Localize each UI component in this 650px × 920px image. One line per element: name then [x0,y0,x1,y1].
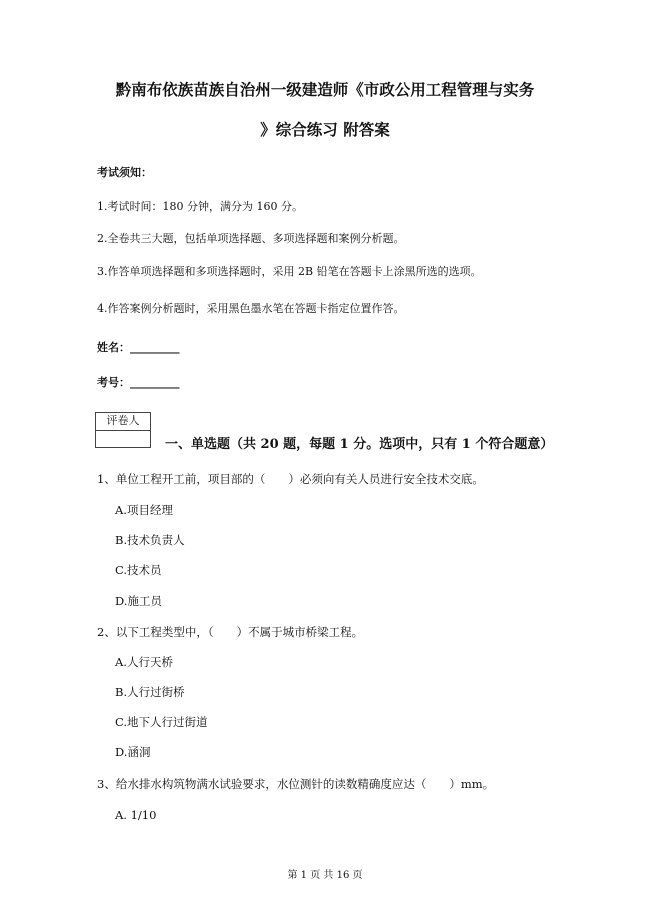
page-footer: 第 1 页 共 16 页 [287,870,363,881]
question-stem: 3、给水排水构筑物满水试验要求，水位测针的读数精确度应达（ ）mm。 [97,777,495,791]
question-option: B.技术负责人 [115,533,185,547]
question-option: A.项目经理 [115,503,173,517]
question-option: D.施工员 [115,594,162,608]
grader-label: 评卷人 [96,413,150,431]
question-option: C.技术员 [115,563,162,577]
question-option: A. 1/10 [115,808,157,822]
document-title-line-1: 黔南布依族苗族自治州一级建造师《市政公用工程管理与实务 [115,80,535,99]
section-heading: 一、单选题（共 20 题，每题 1 分。选项中，只有 1 个符合题意） [165,437,554,452]
notice-item: 1.考试时间：180 分钟，满分为 160 分。 [97,200,303,213]
notice-item: 3.作答单项选择题和多项选择题时，采用 2B 铅笔在答题卡上涂黑所选的选项。 [97,265,482,278]
notice-item: 2.全卷共三大题，包括单项选择题、多项选择题和案例分析题。 [97,232,405,245]
notice-item: 4.作答案例分析题时，采用黑色墨水笔在答题卡指定位置作答。 [97,302,405,315]
question-option: D.涵洞 [115,745,151,759]
document-title-line-2: 》综合练习 附答案 [260,120,390,139]
question-stem: 1、单位工程开工前，项目部的（ ）必须向有关人员进行安全技术交底。 [97,472,484,486]
question-option: B.人行过街桥 [115,685,185,699]
question-option: A.人行天桥 [115,655,173,669]
question-stem: 2、以下工程类型中，（ ）不属于城市桥梁工程。 [97,625,364,639]
name-field: 姓名：_________ [97,341,180,354]
exam-id-field: 考号：_________ [97,376,180,389]
notice-heading: 考试须知： [97,166,152,179]
question-option: C.地下人行过街道 [115,715,208,729]
grader-box [95,412,151,448]
